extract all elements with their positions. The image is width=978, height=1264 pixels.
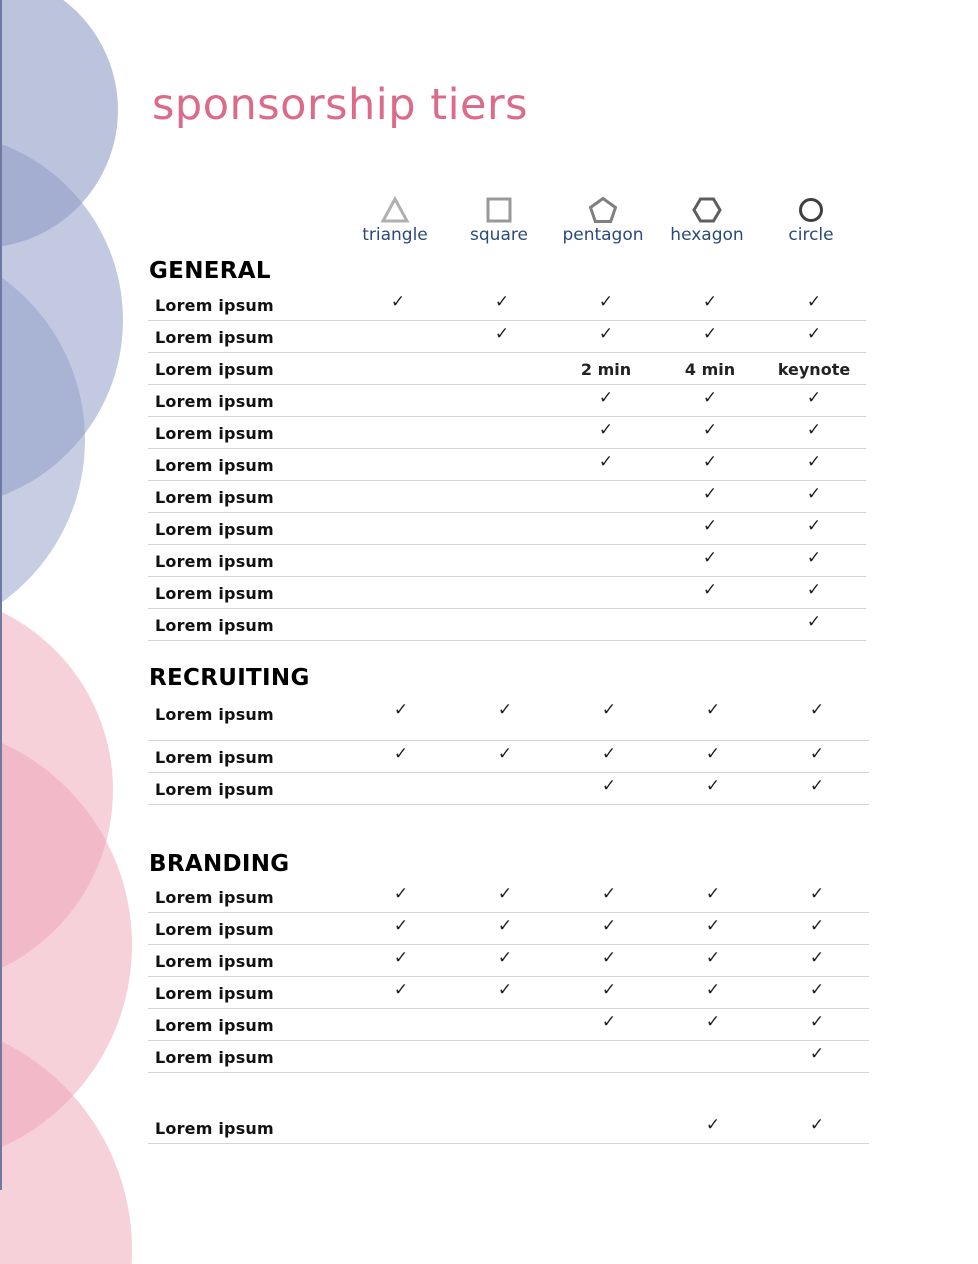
- checkmark-icon: ✓: [497, 884, 513, 904]
- row-label: Lorem ipsum: [155, 616, 274, 635]
- square-icon: [484, 196, 514, 224]
- checkmark-icon: ✓: [598, 388, 614, 408]
- checkmark-icon: ✓: [705, 700, 721, 720]
- checkmark-icon: ✓: [806, 420, 822, 440]
- checkmark-icon: ✓: [809, 884, 825, 904]
- table-row: [148, 1040, 869, 1073]
- table-row: [148, 740, 869, 773]
- checkmark-icon: ✓: [809, 1115, 825, 1135]
- table-row: [148, 1008, 869, 1041]
- tier-label-triangle: triangle: [362, 225, 428, 245]
- checkmark-icon: ✓: [705, 884, 721, 904]
- cell-value: 2 min: [580, 360, 632, 379]
- table-row: [148, 320, 866, 353]
- cell-value: keynote: [777, 360, 851, 379]
- table-row: [148, 944, 869, 977]
- checkmark-icon: ✓: [494, 324, 510, 344]
- tier-header-pentagon: [553, 196, 653, 245]
- checkmark-icon: ✓: [393, 916, 409, 936]
- checkmark-icon: ✓: [702, 580, 718, 600]
- checkmark-icon: ✓: [702, 452, 718, 472]
- checkmark-icon: ✓: [702, 324, 718, 344]
- checkmark-icon: ✓: [809, 948, 825, 968]
- tier-label-hexagon: hexagon: [670, 225, 744, 245]
- checkmark-icon: ✓: [598, 292, 614, 312]
- row-label: Lorem ipsum: [155, 520, 274, 539]
- checkmark-icon: ✓: [497, 700, 513, 720]
- checkmark-icon: ✓: [806, 388, 822, 408]
- tier-label-pentagon: pentagon: [562, 225, 644, 245]
- checkmark-icon: ✓: [806, 484, 822, 504]
- row-label: Lorem ipsum: [155, 1119, 274, 1138]
- checkmark-icon: ✓: [702, 484, 718, 504]
- checkmark-icon: ✓: [601, 980, 617, 1000]
- table-row: [148, 1111, 869, 1144]
- checkmark-icon: ✓: [809, 1012, 825, 1032]
- row-label: Lorem ipsum: [155, 328, 274, 347]
- row-label: Lorem ipsum: [155, 296, 274, 315]
- checkmark-icon: ✓: [702, 292, 718, 312]
- checkmark-icon: ✓: [809, 916, 825, 936]
- row-label: Lorem ipsum: [155, 984, 274, 1003]
- checkmark-icon: ✓: [601, 884, 617, 904]
- checkmark-icon: ✓: [598, 420, 614, 440]
- checkmark-icon: ✓: [702, 388, 718, 408]
- checkmark-icon: ✓: [497, 948, 513, 968]
- table-row: [148, 384, 866, 417]
- pentagon-icon: [588, 196, 618, 224]
- checkmark-icon: ✓: [809, 980, 825, 1000]
- checkmark-icon: ✓: [806, 324, 822, 344]
- checkmark-icon: ✓: [702, 548, 718, 568]
- checkmark-icon: ✓: [601, 700, 617, 720]
- section-title-branding: BRANDING: [149, 851, 290, 877]
- row-label: Lorem ipsum: [155, 584, 274, 603]
- checkmark-icon: ✓: [497, 744, 513, 764]
- table-row: [148, 352, 866, 385]
- row-label: Lorem ipsum: [155, 456, 274, 475]
- row-label: Lorem ipsum: [155, 1016, 274, 1035]
- row-label: Lorem ipsum: [155, 392, 274, 411]
- checkmark-icon: ✓: [806, 452, 822, 472]
- checkmark-icon: ✓: [393, 700, 409, 720]
- checkmark-icon: ✓: [702, 420, 718, 440]
- table-row: [148, 772, 869, 805]
- checkmark-icon: ✓: [705, 980, 721, 1000]
- table-row: [148, 912, 869, 945]
- row-label: Lorem ipsum: [155, 1048, 274, 1067]
- tier-label-circle: circle: [788, 225, 834, 245]
- row-label: Lorem ipsum: [155, 552, 274, 571]
- triangle-icon: [380, 196, 410, 224]
- checkmark-icon: ✓: [809, 776, 825, 796]
- checkmark-icon: ✓: [806, 548, 822, 568]
- checkmark-icon: ✓: [705, 1012, 721, 1032]
- checkmark-icon: ✓: [497, 980, 513, 1000]
- checkmark-icon: ✓: [598, 324, 614, 344]
- circle-icon: [796, 196, 826, 224]
- row-divider: [148, 740, 869, 741]
- tier-header-circle: [761, 196, 861, 245]
- section-title-general: GENERAL: [149, 258, 271, 284]
- checkmark-icon: ✓: [598, 452, 614, 472]
- row-label: Lorem ipsum: [155, 952, 274, 971]
- tier-header-square: [449, 196, 549, 245]
- tier-header-triangle: [345, 196, 445, 245]
- tier-label-square: square: [470, 225, 528, 245]
- checkmark-icon: ✓: [809, 744, 825, 764]
- checkmark-icon: ✓: [601, 744, 617, 764]
- checkmark-icon: ✓: [494, 292, 510, 312]
- table-row: [148, 694, 869, 740]
- table-row: [148, 544, 866, 577]
- cell-value: 4 min: [684, 360, 736, 379]
- row-label: Lorem ipsum: [155, 920, 274, 939]
- checkmark-icon: ✓: [809, 1044, 825, 1064]
- table-row: [148, 416, 866, 449]
- checkmark-icon: ✓: [806, 580, 822, 600]
- checkmark-icon: ✓: [702, 516, 718, 536]
- row-label: Lorem ipsum: [155, 424, 274, 443]
- checkmark-icon: ✓: [393, 744, 409, 764]
- checkmark-icon: ✓: [809, 700, 825, 720]
- checkmark-icon: ✓: [393, 884, 409, 904]
- table-row: [148, 976, 869, 1009]
- checkmark-icon: ✓: [393, 980, 409, 1000]
- checkmark-icon: ✓: [601, 948, 617, 968]
- row-label: Lorem ipsum: [155, 748, 274, 767]
- row-label: Lorem ipsum: [155, 780, 274, 799]
- table-row: [148, 880, 869, 913]
- hexagon-icon: [692, 196, 722, 224]
- row-label: Lorem ipsum: [155, 888, 274, 907]
- page-title: sponsorship tiers: [152, 80, 529, 130]
- checkmark-icon: ✓: [601, 916, 617, 936]
- section-title-recruiting: RECRUITING: [149, 665, 310, 691]
- checkmark-icon: ✓: [393, 948, 409, 968]
- table-row: [148, 480, 866, 513]
- tier-header-hexagon: [657, 196, 757, 245]
- table-row: [148, 576, 866, 609]
- table-row: [148, 288, 866, 321]
- row-label: Lorem ipsum: [155, 705, 274, 724]
- row-label: Lorem ipsum: [155, 360, 274, 379]
- checkmark-icon: ✓: [705, 1115, 721, 1135]
- row-label: Lorem ipsum: [155, 488, 274, 507]
- checkmark-icon: ✓: [705, 776, 721, 796]
- table-row: [148, 512, 866, 545]
- table-row: [148, 448, 866, 481]
- checkmark-icon: ✓: [806, 292, 822, 312]
- checkmark-icon: ✓: [705, 916, 721, 936]
- checkmark-icon: ✓: [601, 1012, 617, 1032]
- checkmark-icon: ✓: [705, 948, 721, 968]
- table-row: [148, 608, 866, 641]
- left-edge-rule: [0, 0, 2, 1190]
- checkmark-icon: ✓: [705, 744, 721, 764]
- checkmark-icon: ✓: [390, 292, 406, 312]
- checkmark-icon: ✓: [601, 776, 617, 796]
- checkmark-icon: ✓: [806, 612, 822, 632]
- checkmark-icon: ✓: [497, 916, 513, 936]
- checkmark-icon: ✓: [806, 516, 822, 536]
